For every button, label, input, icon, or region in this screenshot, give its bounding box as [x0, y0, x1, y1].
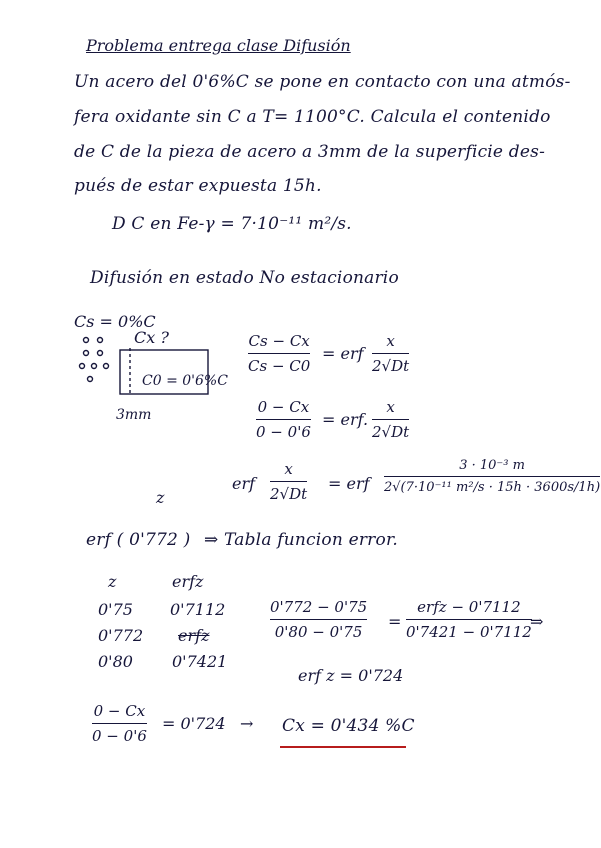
steel-piece-rect — [120, 350, 208, 394]
oxygen-dot — [98, 351, 103, 356]
answer-underline — [280, 746, 406, 748]
eq2-arg-den: 2√Dt — [372, 423, 410, 441]
final-numerator: 0 − Cx — [93, 702, 146, 720]
eq3-argument — [270, 460, 307, 503]
oxygen-dot — [98, 338, 103, 343]
section-heading: Difusión en estado No estacionario — [90, 268, 399, 288]
table-cell: 0'80 — [98, 652, 133, 671]
interp-left-num: 0'772 − 0'75 — [270, 598, 368, 616]
oxygen-dot — [104, 364, 109, 369]
statement-line-2: fera oxidante sin C a T= 1100°C. Calcula el contenido — [74, 107, 551, 127]
eq1-arg-den: 2√Dt — [372, 357, 410, 375]
equals-sign: = — [388, 612, 402, 631]
table-header-z: z — [108, 572, 117, 591]
oxygen-dot — [80, 364, 85, 369]
eq3-arg-num: x — [284, 460, 293, 478]
erf-value-line: erf ( 0'772 ) — [86, 530, 191, 550]
table-cell: 0'75 — [98, 600, 133, 619]
z-label: z — [156, 488, 165, 507]
eq3-arg-den: 2√Dt — [270, 485, 308, 503]
eq1-numerator: Cs − Cx — [248, 332, 310, 350]
distance-label: 3mm — [116, 407, 152, 423]
given-diffusivity: D C en Fe-γ = 7·10⁻¹¹ m²/s. — [112, 214, 352, 234]
oxygen-dot — [84, 351, 89, 356]
eq3-erf-right: = erf — [328, 474, 370, 493]
eq2-erf: = erf. — [322, 410, 369, 429]
interp-right-den: 0'7421 − 0'7112 — [406, 623, 532, 641]
final-denominator: 0 − 0'6 — [92, 727, 147, 745]
eq2-denominator: 0 − 0'6 — [256, 423, 311, 441]
eq2-numerator: 0 − Cx — [257, 398, 310, 416]
page-title: Problema entrega clase Difusión — [86, 36, 351, 55]
eq1-fraction — [248, 332, 310, 375]
table-cell: 0'7112 — [170, 600, 226, 619]
surface-concentration-label: Cs = 0%C — [74, 312, 156, 331]
oxygen-dot — [84, 338, 89, 343]
eq1-erf: = erf — [322, 344, 364, 363]
interp-left-den: 0'80 − 0'75 — [274, 623, 363, 641]
implies-arrow: ⇒ — [530, 612, 544, 631]
interp-right-num: erfz − 0'7112 — [417, 598, 521, 616]
oxygen-dot — [92, 364, 97, 369]
eq2-arg-num: x — [386, 398, 395, 416]
final-arrow: → — [240, 714, 254, 733]
eq2-fraction — [256, 398, 311, 441]
error-function-table-note: ⇒ Tabla funcion error. — [204, 530, 399, 550]
oxygen-dot — [88, 377, 93, 382]
final-answer: Cx = 0'434 %C — [282, 716, 415, 736]
table-cell: erfz — [178, 626, 210, 645]
statement-line-3: de C de la pieza de acero a 3mm de la superficie des- — [74, 142, 546, 162]
eq1-denominator: Cs − C0 — [248, 357, 311, 375]
interp-left-fraction — [270, 598, 367, 641]
final-equals: = 0'724 — [162, 714, 226, 733]
table-cell: 0'7421 — [172, 652, 228, 671]
statement-line-4: pués de estar expuesta 15h. — [74, 176, 322, 196]
eq3-numerator: 3 · 10⁻³ m — [459, 458, 525, 473]
eq1-arg-num: x — [386, 332, 395, 350]
unknown-concentration-label: Cx ? — [134, 328, 169, 347]
table-cell: 0'772 — [98, 626, 144, 645]
eq2-argument — [372, 398, 409, 441]
table-header-erfz: erfz — [172, 572, 204, 591]
initial-concentration-label: C0 = 0'6%C — [142, 373, 228, 389]
eq3-denominator: 2√(7·10⁻¹¹ m²/s · 15h · 3600s/1h) — [384, 480, 601, 495]
eq3-erf-left: erf — [232, 474, 256, 493]
eq1-argument — [372, 332, 409, 375]
eq3-big-fraction — [384, 458, 600, 495]
erf-z-result: erf z = 0'724 — [298, 666, 404, 685]
final-fraction — [92, 702, 147, 745]
statement-line-1: Un acero del 0'6%C se pone en contacto con una atmós- — [74, 72, 571, 92]
interp-right-fraction — [406, 598, 532, 641]
